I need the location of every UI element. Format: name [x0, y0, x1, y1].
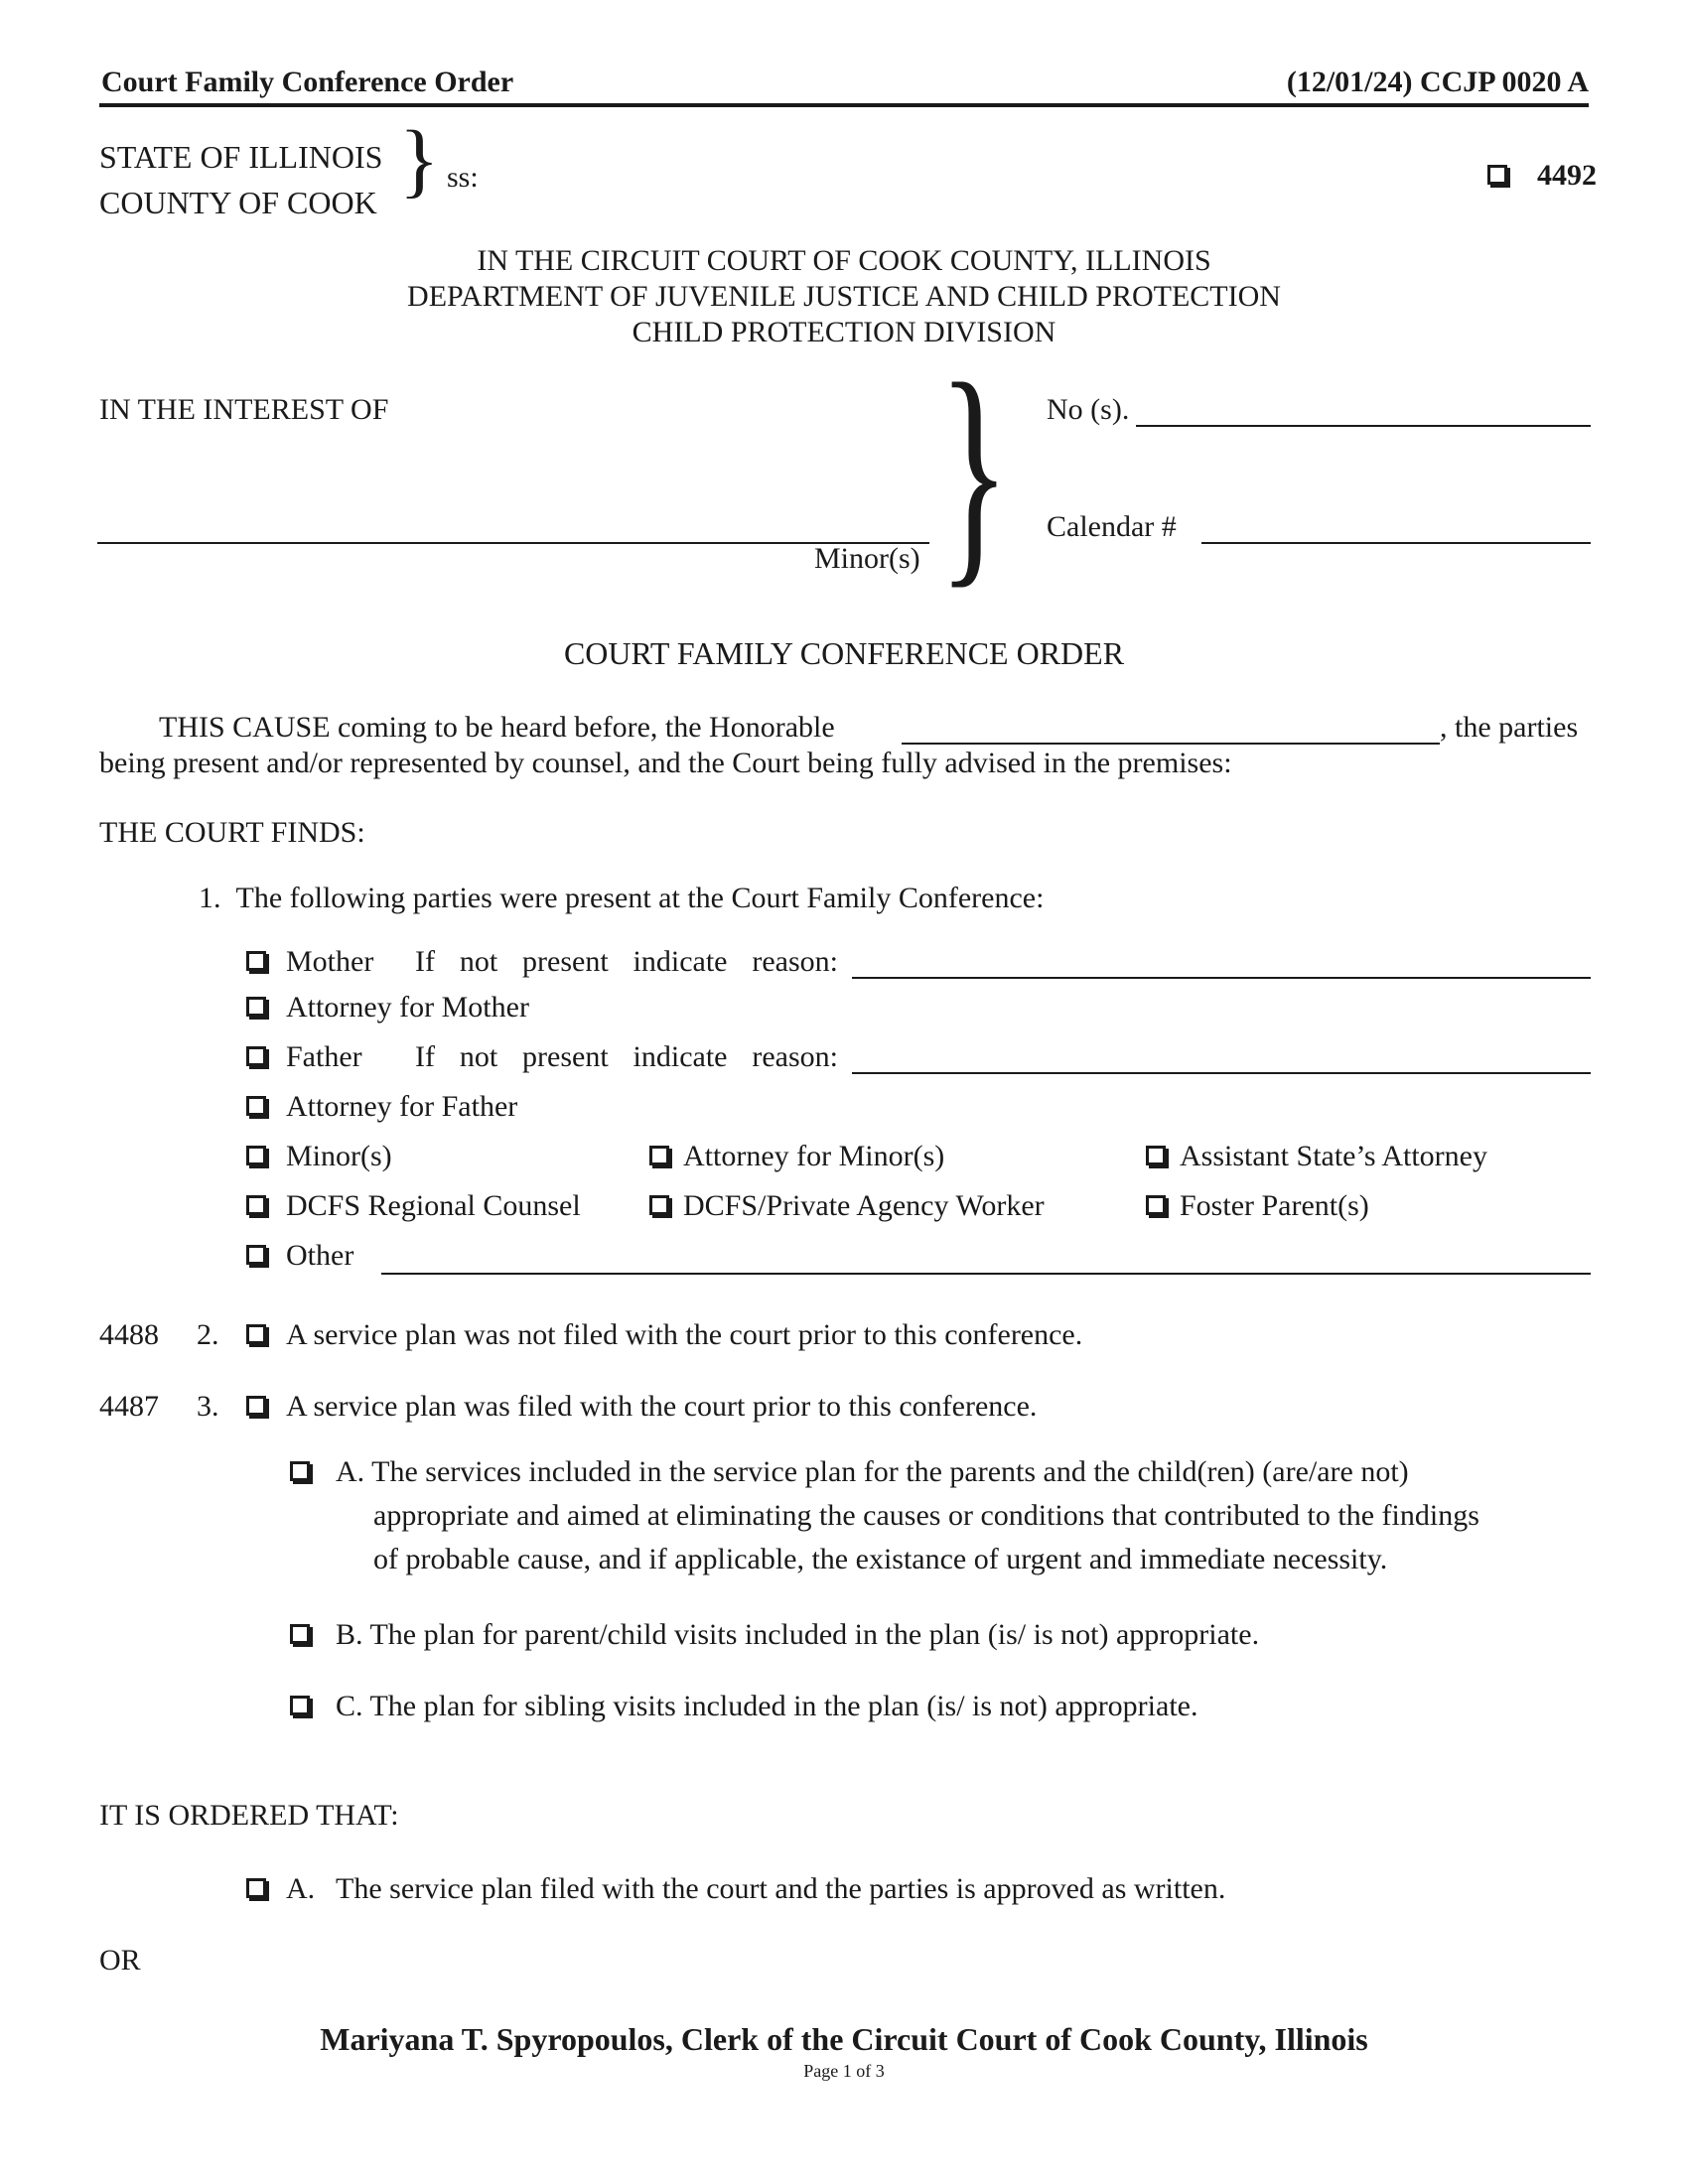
checkbox-attorney-minors[interactable] — [649, 1140, 669, 1173]
checkbox-dcfs-worker[interactable] — [649, 1189, 669, 1223]
clerk-footer: Mariyana T. Spyropoulos, Clerk of the Circuit Court of Cook County, Illinois — [320, 2021, 1368, 2057]
checkbox-finding-3[interactable] — [246, 1390, 266, 1424]
finding-3-number: 3. — [197, 1390, 219, 1423]
other-label: Other — [286, 1239, 354, 1272]
calendar-field[interactable] — [1201, 542, 1591, 544]
minors-label: Minor(s) — [814, 542, 920, 575]
father-label: Father — [286, 1040, 362, 1073]
checkbox-order-a[interactable] — [246, 1872, 266, 1906]
caption-brace: } — [938, 334, 1010, 609]
mother-reason-field[interactable] — [852, 977, 1591, 979]
checkbox-3b[interactable] — [290, 1618, 310, 1652]
checkbox-dcfs-counsel[interactable] — [246, 1189, 266, 1223]
venue-county: COUNTY OF COOK — [99, 185, 377, 220]
mother-reason-label: If not present indicate reason: — [415, 945, 838, 978]
father-reason-label: If not present indicate reason: — [415, 1040, 838, 1073]
dcfs-counsel-label: DCFS Regional Counsel — [286, 1189, 581, 1222]
checkbox-mother[interactable] — [246, 945, 266, 979]
orders-heading: IT IS ORDERED THAT: — [99, 1799, 399, 1832]
header-rule — [99, 103, 1589, 107]
father-reason-field[interactable] — [852, 1072, 1591, 1074]
checkbox-finding-2[interactable] — [246, 1318, 266, 1352]
finding-2-number: 2. — [197, 1318, 219, 1351]
order-a-letter: A. — [286, 1872, 316, 1905]
finding-3b: B. The plan for parent/child visits included in the plan (is/ is not) appropriate. — [336, 1618, 1260, 1651]
checkbox-attorney-father[interactable] — [246, 1090, 266, 1124]
checkbox-father[interactable] — [246, 1040, 266, 1074]
intro-part1: THIS CAUSE coming to be heard before, the Honorable — [159, 711, 835, 744]
checkbox-attorney-mother[interactable] — [246, 991, 266, 1024]
court-line-3: CHILD PROTECTION DIVISION — [632, 316, 1056, 348]
case-number-field[interactable] — [1136, 425, 1591, 427]
checkbox-minors[interactable] — [246, 1140, 266, 1173]
code-4492: 4492 — [1537, 159, 1597, 192]
minor-name-line[interactable] — [97, 542, 929, 544]
finding-3a-line3: of probable cause, and if applicable, the existance of urgent and immediate necessity. — [373, 1543, 1388, 1575]
finding-3a-line2: appropriate and aimed at eliminating the causes or conditions that contributed to the findings — [373, 1499, 1479, 1532]
minors-present-label: Minor(s) — [286, 1140, 392, 1172]
page-number: Page 1 of 3 — [803, 2061, 885, 2081]
finding-3-text: A service plan was filed with the court prior to this conference. — [286, 1390, 1038, 1423]
findings-heading: THE COURT FINDS: — [99, 816, 365, 849]
code-4487: 4487 — [99, 1390, 159, 1423]
or-label: OR — [99, 1944, 141, 1977]
checkbox-foster[interactable] — [1146, 1189, 1166, 1223]
venue-state: STATE OF ILLINOIS — [99, 139, 383, 175]
checkbox-4492[interactable] — [1487, 159, 1507, 193]
checkbox-asa[interactable] — [1146, 1140, 1166, 1173]
court-line-1: IN THE CIRCUIT COURT OF COOK COUNTY, ILLINOIS — [477, 244, 1211, 277]
foster-label: Foster Parent(s) — [1180, 1189, 1369, 1222]
finding-2-text: A service plan was not filed with the court prior to this conference. — [286, 1318, 1083, 1351]
attorney-father-label: Attorney for Father — [286, 1090, 518, 1123]
order-a-text: The service plan filed with the court and the parties is approved as written. — [336, 1872, 1226, 1905]
checkbox-3a[interactable] — [290, 1455, 310, 1489]
court-line-2: DEPARTMENT OF JUVENILE JUSTICE AND CHILD PROTECTION — [407, 280, 1281, 313]
intro-line2: being present and/or represented by counsel, and the Court being fully advised in the premises: — [99, 747, 1232, 779]
checkbox-other[interactable] — [246, 1239, 266, 1273]
case-number-label: No (s). — [1047, 393, 1130, 426]
mother-label: Mother — [286, 945, 374, 978]
venue-ss: ss: — [447, 161, 479, 194]
dcfs-worker-label: DCFS/Private Agency Worker — [683, 1189, 1045, 1222]
asa-label: Assistant State’s Attorney — [1180, 1140, 1487, 1172]
finding-3c: C. The plan for sibling visits included in the plan (is/ is not) appropriate. — [336, 1690, 1198, 1722]
calendar-label: Calendar # — [1047, 510, 1177, 543]
finding-3a-line1: A. The services included in the service plan for the parents and the child(ren) (are/are not) — [336, 1455, 1409, 1488]
interest-of-label: IN THE INTEREST OF — [99, 393, 389, 426]
code-4488: 4488 — [99, 1318, 159, 1351]
form-header-title: Court Family Conference Order — [101, 66, 514, 98]
attorney-mother-label: Attorney for Mother — [286, 991, 529, 1024]
checkbox-3c[interactable] — [290, 1690, 310, 1723]
document-title: COURT FAMILY CONFERENCE ORDER — [563, 635, 1125, 671]
venue-brace: } — [399, 114, 440, 206]
finding-1: 1. The following parties were present at the Court Family Conference: — [199, 882, 1045, 914]
judge-name-field[interactable] — [902, 743, 1440, 745]
form-code: (12/01/24) CCJP 0020 A — [1286, 66, 1589, 98]
intro-part2: , the parties — [1440, 711, 1579, 744]
attorney-minors-label: Attorney for Minor(s) — [683, 1140, 945, 1172]
other-field[interactable] — [381, 1273, 1591, 1275]
